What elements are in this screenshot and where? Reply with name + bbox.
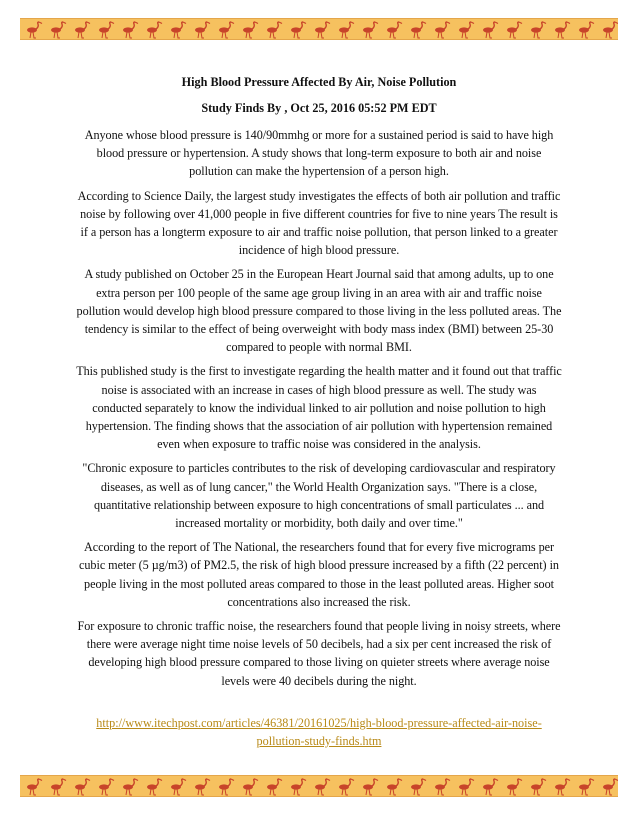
article-title: High Blood Pressure Affected By Air, Noise Pollution xyxy=(181,75,457,89)
article-paragraph: For exposure to chronic traffic noise, the researchers found that people living in noisy streets, where there were average night time noise levels of 50 decibels, had a six per cent increased the risk of developing high blood pressure compared to those living on quieter streets where average noise levels were 40 decibels during the night. xyxy=(77,619,561,688)
source-link-text[interactable]: http://www.itechpost.com/articles/46381/20161025/high-blood-pressure-affected-air-noise-pollution-study-finds.htm xyxy=(96,715,542,748)
article-paragraph: Anyone whose blood pressure is 140/90mmhg or more for a sustained period is said to have high blood pressure or hypertension. A study shows that long-term exposure to both air and noise pollution can make the hypertension of a person high. xyxy=(84,128,554,179)
article-paragraph: According to the report of The National, the researchers found that for every five micrograms per cubic meter (5 µg/m3) of PM2.5, the risk of high blood pressure increased by a fifth (22 percent) in people living in the most polluted areas compared to those in the least polluted areas. Higher soot concentrations also increased the risk. xyxy=(79,540,559,609)
article-paragraph: "Chronic exposure to particles contributes to the risk of developing cardiovascular and respiratory diseases, as well as of lung cancer," the World Health Organization says. "There is a close, quantitative relationship between exposure to high concentrations of small particulates ... and increased mortality or morbidity, both daily and over time." xyxy=(82,461,556,531)
article-paragraph: A study published on October 25 in the European Heart Journal said that among adults, up to one extra person per 100 people of the same age group living in an area with air and traffic noise pollution would develop high blood pressure compared to those living in the less polluted areas. The tendency is similar to the effect of being overweight with body mass index (BMI) between 25-30 compared to people with normal BMI. xyxy=(76,267,562,355)
article-byline: Study Finds By , Oct 25, 2016 05:52 PM EDT xyxy=(201,101,437,115)
top-decorative-border xyxy=(20,18,618,40)
flamingo-icon xyxy=(20,19,618,40)
flamingo-icon xyxy=(20,776,618,797)
article xyxy=(76,70,562,750)
article-paragraph: This published study is the first to investigate regarding the health matter and it found out that traffic noise is associated with an increase in cases of high blood pressure as well. The study was conducted separately to know the individual linked to air pollution and noise pollution to high hypertension. The finding shows that the association of air pollution with hypertension remained even when exposure to traffic noise was considered in the analysis. xyxy=(76,364,562,452)
source-link[interactable] xyxy=(76,714,562,750)
bottom-decorative-border xyxy=(20,775,618,797)
article-paragraph: According to Science Daily, the largest study investigates the effects of both air pollution and traffic noise by following over 41,000 people in five different countries for five to nine years The result is if a person has a longterm exposure to air and traffic noise pollution, that person linked to a greater incidence of high blood pressure. xyxy=(77,188,561,258)
